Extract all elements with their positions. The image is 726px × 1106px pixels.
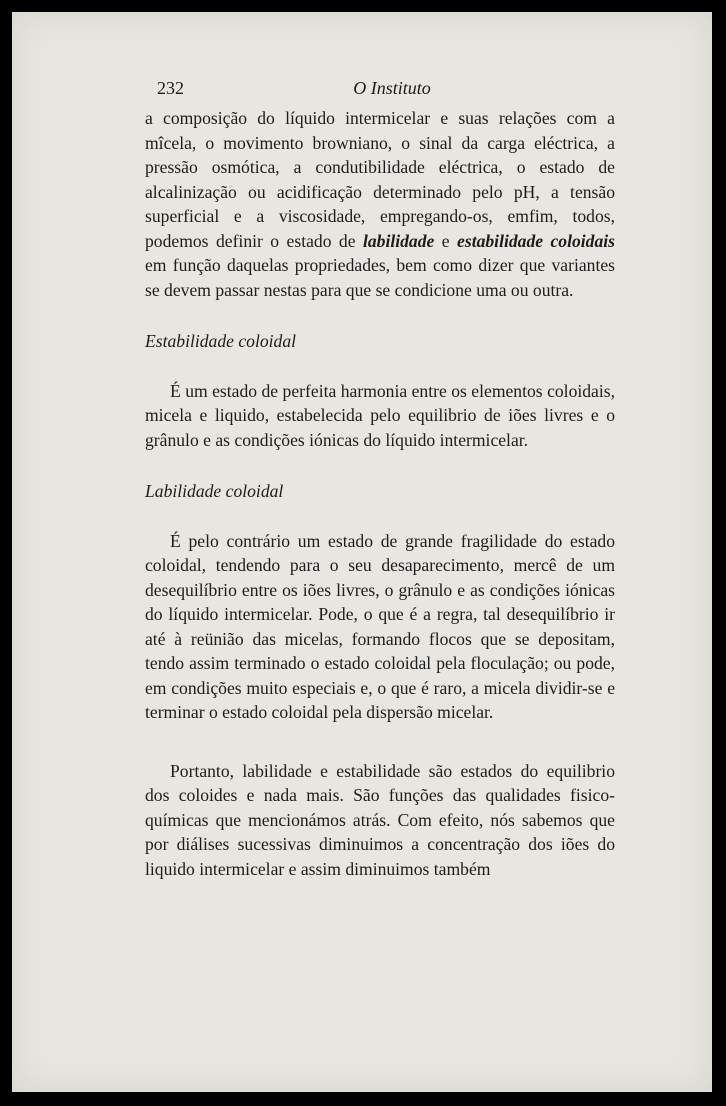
page-header bbox=[157, 78, 627, 102]
conclusion-paragraph: Portanto, labilidade e estabilidade são estados do equilibrio dos coloides e nada mais. São funções das qualidades fisico-químicas que mencionámos atrás. Com efeito, nós sabemos que por diálises sucessivas diminuimos a concentração dos iões do liquido intermicelar e assim diminuimos também bbox=[145, 760, 615, 879]
intro-text-1: a composição do líquido intermicelar e suas relações com a mîcela, o movimento browniano, o sinal da carga eléctrica, a pressão osmótica, a condutibilidade eléctrica, o estado de alcalinização ou acidificação determinado pelo pH, a tensão superficial e a viscosidade, empregando-os, emfim, todos, podemos definir o estado de bbox=[145, 108, 615, 251]
stability-paragraph: É um estado de perfeita harmonia entre os elementos coloidais, micela e liquido, estabelecida pelo equilibrio de iões livres e o grânulo e as condições iónicas do líquido intermicelar. bbox=[145, 380, 615, 450]
term-estabilidade: estabilidade coloidais bbox=[457, 230, 615, 251]
intro-paragraph bbox=[145, 106, 615, 302]
running-title: O Instituto bbox=[353, 78, 431, 98]
page-body bbox=[145, 106, 615, 881]
intro-text-2: e bbox=[434, 230, 458, 251]
heading-estabilidade: Estabilidade coloidal bbox=[145, 331, 296, 351]
term-labilidade: labilidade bbox=[362, 230, 435, 251]
intro-text-3: em função daquelas propriedades, bem como dizer que variantes se devem passar nestas para que se condicione uma ou outra. bbox=[145, 255, 615, 300]
page-number: 232 bbox=[157, 78, 184, 98]
lability-paragraph: É pelo contrário um estado de grande fragilidade do estado coloidal, tendendo para o seu desaparecimento, mercê de um desequilíbrio entre os iões livres, o grânulo e as condições iónicas do líquido intermicelar. Pode, o que é a regra, tal desequilíbrio ir até à reünião das micelas, formando flocos que se depositam, tendo assim terminado o estado coloidal pela floculação; ou pode, em condições muito especiais e, o que é raro, a micela dividir-se e terminar o estado coloidal pela dispersão micelar. bbox=[145, 530, 615, 722]
heading-labilidade: Labilidade coloidal bbox=[145, 481, 284, 501]
